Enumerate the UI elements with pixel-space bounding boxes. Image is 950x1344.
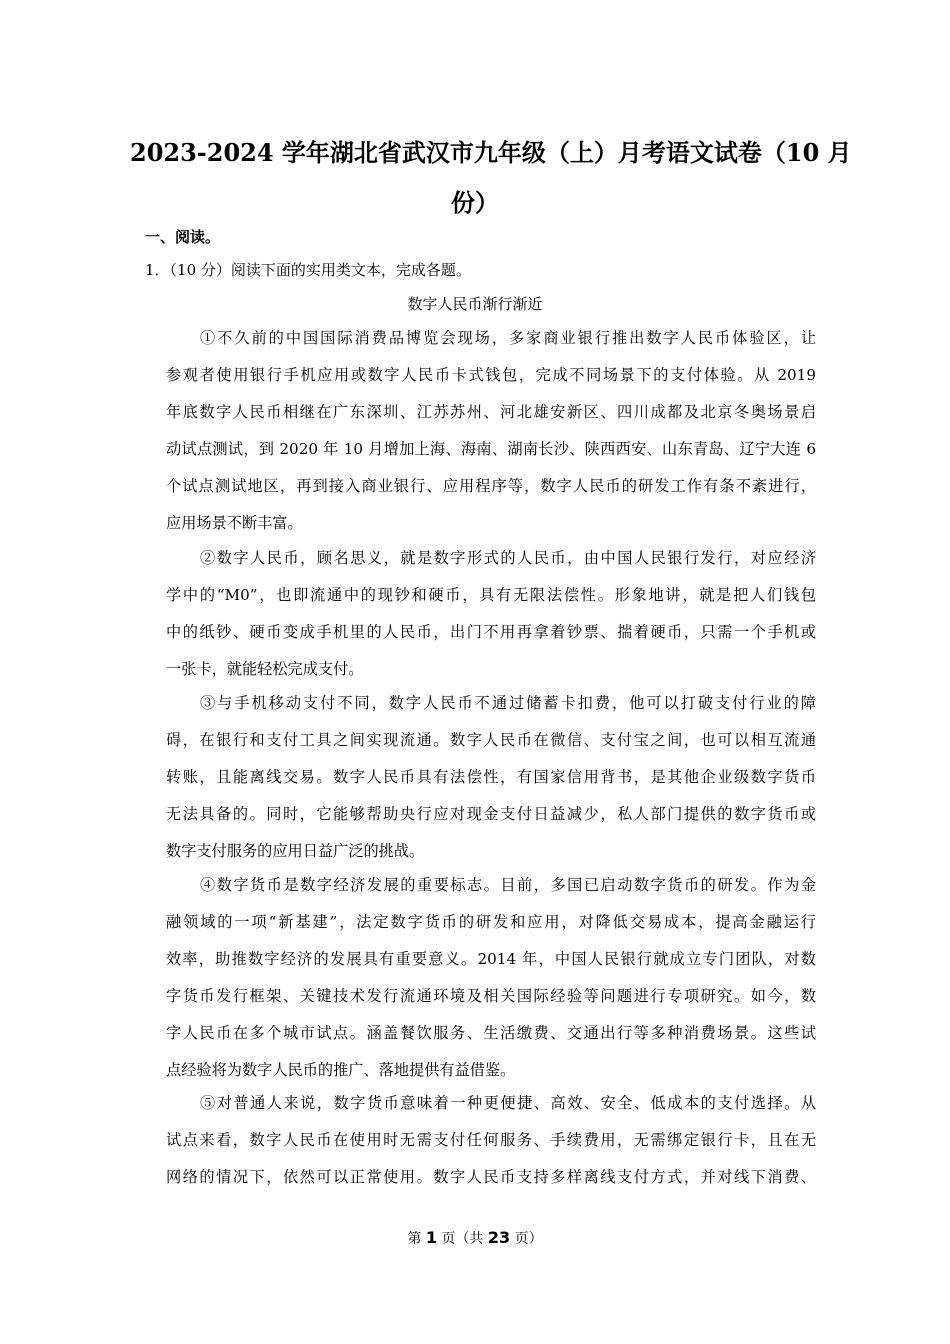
page-footer: [0, 1228, 950, 1248]
paragraph-line: 一张卡，就能轻松完成支付。: [166, 660, 364, 678]
paragraph-line: 碍，在银行和支付工具之间实现流通。数字人民币在微信、支付宝之间，也可以相互流通: [166, 731, 816, 749]
footer-total-pages: 23: [487, 1228, 511, 1247]
article-paragraph-5: [166, 1085, 816, 1196]
paragraph-line: 试点来看，数字人民币在使用时无需支付任何服务、手续费用，无需绑定银行卡，且在无: [166, 1131, 816, 1149]
article-paragraph-3: [166, 685, 816, 870]
exam-title-line-2: 份）: [451, 188, 499, 217]
paragraph-line: 字人民币在多个城市试点。涵盖餐饮服务、生活缴费、交通出行等多种消费场景。这些试: [166, 1024, 816, 1042]
paragraph-line: ⑤对普通人来说，数字货币意味着一种更便捷、高效、安全、低成本的支付选择。从: [200, 1094, 816, 1112]
article-paragraph-2: [166, 540, 816, 688]
paragraph-line: 中的纸钞、硬币变成手机里的人民币，出门不用再拿着钞票、揣着硬币，只需一个手机或: [166, 623, 816, 641]
paragraph-line: 应用场景不断丰富。: [166, 514, 303, 532]
paragraph-line: 个试点测试地区，再到接入商业银行、应用程序等，数字人民币的研发工作有条不紊进行，: [166, 477, 816, 495]
paragraph-line: 点经验将为数字人民币的推广、落地提供有益借鉴。: [166, 1061, 516, 1079]
question-prompt: 1．（10 分）阅读下面的实用类文本，完成各题。: [145, 261, 471, 279]
paragraph-line: 年底数字人民币相继在广东深圳、江苏苏州、河北雄安新区、四川成都及北京冬奥场景启: [166, 403, 816, 421]
footer-middle: 页（共: [441, 1231, 484, 1247]
paragraph-line: 网络的情况下，依然可以正常使用。数字人民币支持多样离线支付方式，并对线下消费、: [166, 1168, 816, 1186]
paragraph-line: 动试点测试，到 2020 年 10 月增加上海、海南、湖南长沙、陕西西安、山东青岛、辽宁大连 6: [166, 440, 816, 458]
exam-title-line-1: 2023-2024 学年湖北省武汉市九年级（上）月考语文试卷（10 月: [130, 138, 852, 167]
footer-page-number: 1: [425, 1228, 437, 1247]
article-title: 数字人民币渐行渐近: [407, 295, 543, 313]
footer-prefix: 第: [407, 1231, 422, 1247]
section-heading: 一、阅读。: [145, 228, 221, 246]
paragraph-line: 学中的“M0”，也即流通中的现钞和硬币，具有无限法偿性。形象地讲，就是把人们钱包: [166, 586, 816, 604]
exam-title: [130, 128, 852, 228]
article-paragraph-4: [166, 867, 816, 1089]
paragraph-line: 数字支付服务的应用日益广泛的挑战。: [166, 842, 425, 860]
article-paragraph-1: [166, 320, 816, 542]
paragraph-line: ③与手机移动支付不同，数字人民币不通过储蓄卡扣费，他可以打破支付行业的障: [200, 694, 816, 712]
paragraph-line: 转账，且能离线交易。数字人民币具有法偿性，有国家信用背书，是其他企业级数字货币: [166, 768, 816, 786]
paragraph-line: 字货币发行框架、关键技术发行流通环境及相关国际经验等问题进行专项研究。如今，数: [166, 987, 816, 1005]
paragraph-line: ①不久前的中国国际消费品博览会现场，多家商业银行推出数字人民币体验区，让: [200, 329, 816, 347]
footer-suffix: 页）: [514, 1231, 543, 1247]
paragraph-line: ②数字人民币，顾名思义，就是数字形式的人民币，由中国人民银行发行，对应经济: [200, 549, 816, 567]
paragraph-line: 效率，助推数字经济的发展具有重要意义。2014 年，中国人民银行就成立专门团队，对数: [166, 950, 816, 968]
paragraph-line: ④数字货币是数字经济发展的重要标志。目前，多国已启动数字货币的研发。作为金: [200, 876, 816, 894]
paragraph-line: 无法具备的。同时，它能够帮助央行应对现金支付日益减少，私人部门提供的数字货币或: [166, 805, 816, 823]
paragraph-line: 融领域的一项“新基建”，法定数字货币的研发和应用，对降低交易成本，提高金融运行: [166, 913, 816, 931]
paragraph-line: 参观者使用银行手机应用或数字人民币卡式钱包，完成不同场景下的支付体验。从 2019: [166, 366, 816, 384]
